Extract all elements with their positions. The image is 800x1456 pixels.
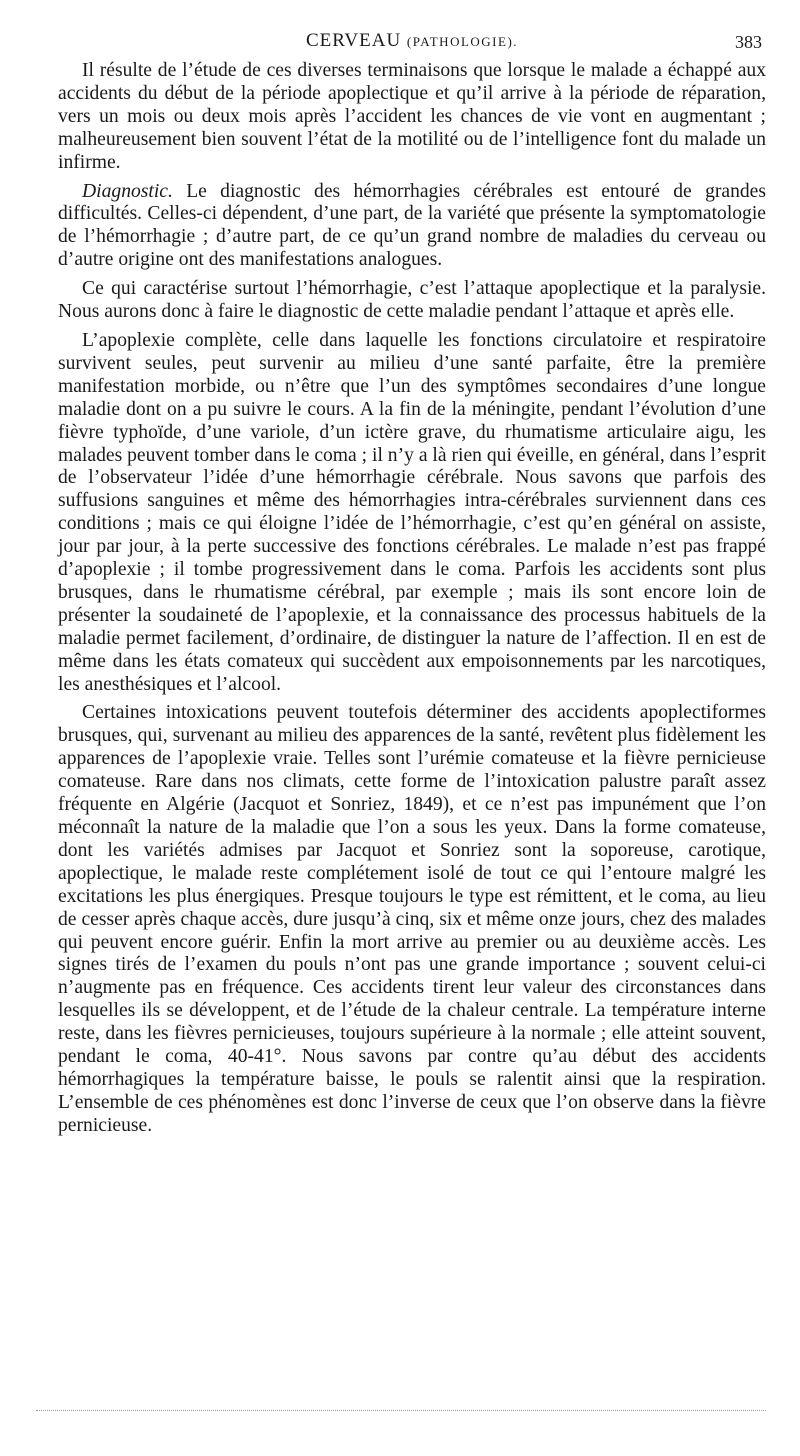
page-number: 383 <box>735 32 762 52</box>
page-body <box>58 60 766 1144</box>
paragraph-5-text: Certaines intoxications peuvent toutefois déterminer des accidents apoplectiformes brusques, qui, survenant au milieu des apparences de la santé, revêtent plus fidèlement les apparences de l’apoplexie vraie. Telles sont l’urémie comateuse et la fièvre pernicieuse comateuse. Rare dans nos climats, cette forme de l’intoxication palustre paraît assez fréquente en Algérie (Jacquot et Sonriez, 1849), et ce n’est pas impunément que l’on méconnaît la nature de la maladie que l’on a sous les yeux. Dans la forme comateuse, dont les variétés admises par Jacquot et Sonriez sont la soporeuse, carotique, apoplectique, le malade reste complétement isolé de tout ce qui l’entoure malgré les excitations les plus énergiques. Presque toujours le type est rémittent, et le coma, au lieu de cesser après chaque accès, dure jusqu’à cinq, six et même onze jours, chez des malades qui peuvent encore guérir. Enfin la mort arrive au premier ou au deuxième accès. Les signes tirés de l’examen du pouls n’ont pas une grande importance ; souvent celui-ci n’augmente pas en fréquence. Ces accidents tirent leur valeur des circonstances dans lesquelles ils se développent, et de l’étude de la chaleur centrale. La température interne reste, dans les fièvres pernicieuses, toujours supérieure à la normale ; elle atteint souvent, pendant le coma, 40-41°. Nous savons par contre qu’au début des accidents hémorrhagiques la température baisse, le pouls se ralentit ainsi que la respiration. L’ensemble de ces phénomènes est donc l’inverse de ceux que l’on observe dans la fièvre pernicieuse. <box>58 702 766 1136</box>
section-lead-diagnostic: Diagnostic. <box>82 180 173 202</box>
header-subtitle: (PATHOLOGIE). <box>406 34 519 49</box>
paragraph-3-text: Ce qui caractérise surtout l’hémorrhagie, c’est l’attaque apoplectique et la paralysie. Nous aurons donc à faire le diagnostic de cette maladie pendant l’attaque et après elle. <box>58 278 766 323</box>
paragraph-1 <box>58 60 766 175</box>
paragraph-3 <box>58 278 766 324</box>
paragraph-2-text: Le diagnostic des hémorrhagies cérébrales est entouré de grandes difficultés. Celles-ci dépendent, d’une part, de la variété que présente la symptomatologie de l’hémorrhagie ; d’autre part, de ce qu’un grand nombre de maladies du cerveau ou d’autre origine ont des manifestations analogues. <box>58 180 766 271</box>
header-title: CERVEAU <box>305 30 402 51</box>
paragraph-2 <box>58 181 766 273</box>
paragraph-4 <box>58 330 766 697</box>
document-page <box>58 0 766 1456</box>
paragraph-1-text: Il résulte de l’étude de ces diverses terminaisons que lorsque le malade a échappé aux accidents du début de la période apoplectique et qu’il arrive à la période de réparation, vers un mois ou deux mois après l’accident les chances de vie vont en augmentant ; malheureusement bien souvent l’état de la motilité ou de l’intelligence font du malade un infirme. <box>58 60 766 173</box>
paragraph-5 <box>58 702 766 1137</box>
bottom-dotted-rule <box>36 1410 766 1411</box>
paragraph-4-text: L’apoplexie complète, celle dans laquelle les fonctions circulatoire et respiratoire survivent seules, peut survenir au milieu d’une santé parfaite, être la première manifestation morbide, ou n’être que l’un des symptômes secondaires d’une longue maladie dont on a pu suivre le cours. A la fin de la méningite, pendant l’évolution d’une fièvre typhoïde, d’une variole, d’un ictère grave, du rhumatisme articulaire aigu, les malades peuvent tomber dans le coma ; il n’y a là rien qui éveille, en général, dans l’esprit de l’observateur l’idée d’une hémorrhagie cérébrale. Nous savons que parfois des suffusions sanguines et même des hémorrhagies intra-cérébrales surviennent dans ces conditions ; mais ce qui éloigne l’idée de l’hémorrhagie, c’est qu’en général on assiste, jour par jour, à la perte successive des fonctions cérébrales. Le malade n’est pas frappé d’apoplexie ; il tombe progressivement dans le coma. Parfois les accidents sont plus brusques, dans le rhumatisme cérébral, par exemple ; mais ils sont encore loin de présenter la soudaineté de l’apoplexie, et la connaissance des processus habituels de la maladie permet facilement, d’ordinaire, de distinguer la nature de l’affection. Il en est de même dans les états comateux qui succèdent aux empoisonnements par les narcotiques, les anesthésiques et l’alcool. <box>58 329 766 695</box>
running-header <box>58 30 766 56</box>
running-title <box>58 30 766 52</box>
